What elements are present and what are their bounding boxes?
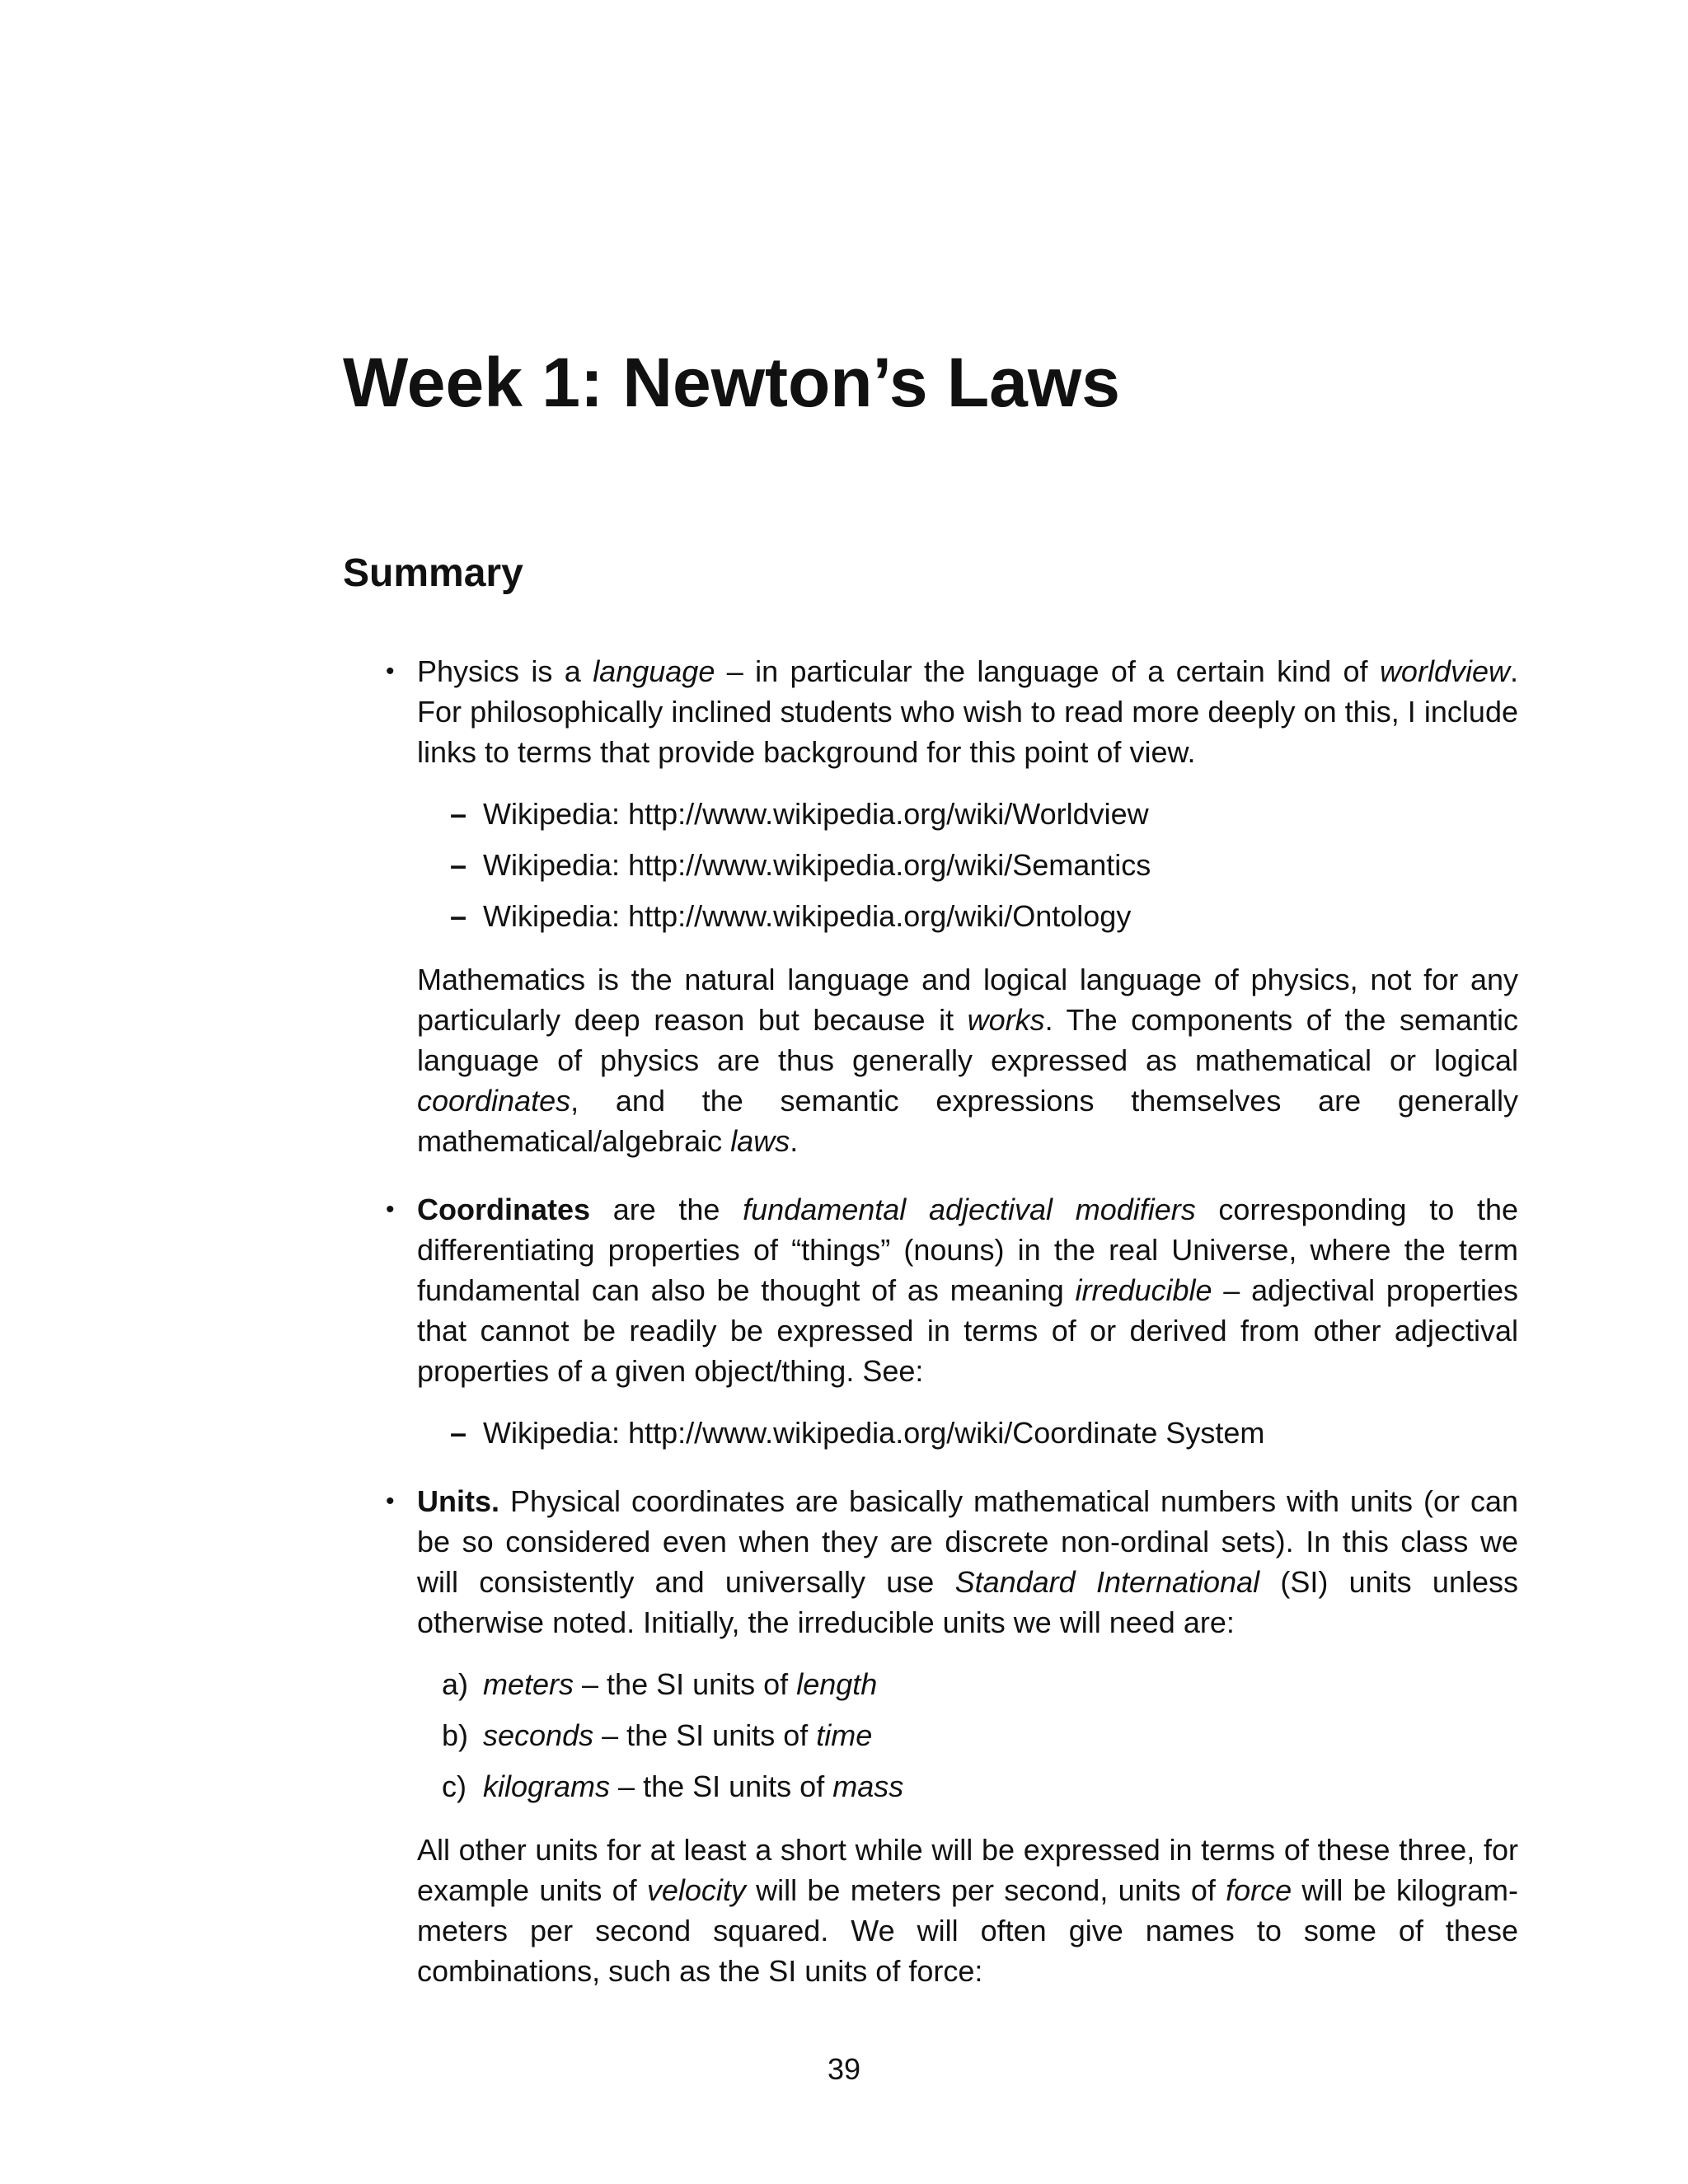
dash-icon: –: [450, 797, 467, 831]
text-run: will be meters per second, units of: [745, 1873, 1226, 1907]
summary-content: [343, 651, 1518, 2019]
link-list: [417, 1413, 1518, 1453]
bullet-physics-language: [343, 651, 1518, 1161]
bullet-paragraph: [417, 651, 1518, 772]
emphasis-force: force: [1226, 1873, 1292, 1907]
emphasis-laws: laws: [730, 1124, 790, 1158]
emphasis-irreducible: irreducible: [1075, 1273, 1212, 1307]
dash-icon: –: [450, 848, 467, 882]
emphasis-velocity: velocity: [646, 1873, 746, 1907]
link-item[interactable]: [417, 896, 1518, 936]
text-run: Physics is a: [417, 654, 593, 688]
quantity-name: mass: [832, 1769, 904, 1803]
text-run: .: [790, 1124, 799, 1158]
emphasis-language: language: [593, 654, 715, 688]
text-run: , and the semantic expressions themselves are generally mathematical/algebraic: [417, 1084, 1518, 1158]
text-run: Mathematics is the natural language and logical language of physics, not for any particularly deep reason but because it: [417, 963, 1518, 1037]
link-list: [417, 794, 1518, 936]
text-run: are the: [590, 1193, 743, 1226]
text-run: Physical coordinates are basically mathematical numbers with units (or can be so considered even when they are discrete non-ordinal sets). In this class we will consistently and universally use: [417, 1484, 1518, 1599]
term-coordinates: Coordinates: [417, 1193, 591, 1226]
emphasis-standard-international: Standard International: [954, 1565, 1260, 1599]
enum-label: b): [442, 1718, 469, 1752]
emphasis-worldview: worldview: [1379, 654, 1510, 688]
unit-name: seconds: [483, 1718, 594, 1752]
bullet-icon: •: [386, 1488, 395, 1515]
link-text[interactable]: Wikipedia: http://www.wikipedia.org/wiki/Ontology: [483, 899, 1132, 933]
term-units: Units.: [417, 1484, 500, 1518]
unit-name: meters: [483, 1667, 574, 1701]
emphasis-coordinates: coordinates: [417, 1084, 571, 1118]
text-run: . The components of the semantic language of physics are thus generally expressed as mathematical or logical: [417, 1003, 1518, 1077]
section-title: Summary: [343, 551, 523, 595]
enum-label: a): [442, 1667, 469, 1701]
text-run: All other units for at least a short while will be expressed in terms of these three, for example units of: [417, 1833, 1518, 1907]
link-text[interactable]: Wikipedia: http://www.wikipedia.org/wiki/Semantics: [483, 848, 1151, 882]
link-text[interactable]: Wikipedia: http://www.wikipedia.org/wiki/Worldview: [483, 797, 1149, 831]
bullet-paragraph: [417, 1189, 1518, 1391]
text-run: (SI) units unless otherwise noted. Initially, the irreducible units we will need are:: [417, 1565, 1518, 1639]
dash-icon: –: [450, 1416, 467, 1450]
bullet-paragraph: [417, 1481, 1518, 1643]
bullet-units: [343, 1481, 1518, 1991]
text-run: – the SI units of: [574, 1667, 797, 1701]
unit-name: kilograms: [483, 1769, 611, 1803]
unit-item: [417, 1715, 1518, 1755]
bullet-icon: •: [386, 658, 395, 685]
page-number: 39: [827, 2052, 861, 2086]
quantity-name: time: [816, 1718, 873, 1752]
bullet-icon: •: [386, 1196, 395, 1223]
text-run: corresponding to the differentiating properties of “things” (nouns) in the real Universe, where the term fundamental can also be thought of as meaning: [417, 1193, 1518, 1307]
link-item[interactable]: [417, 794, 1518, 834]
bullet-followup-paragraph: [417, 1830, 1518, 1991]
quantity-name: length: [796, 1667, 878, 1701]
link-item[interactable]: [417, 1413, 1518, 1453]
text-run: – the SI units of: [610, 1769, 833, 1803]
text-run: – adjectival properties that cannot be readily be expressed in terms of or derived from other adjectival properties of a given object/thing. See:: [417, 1273, 1518, 1388]
text-run: – the SI units of: [593, 1718, 817, 1752]
unit-item: [417, 1664, 1518, 1704]
emphasis-works: works: [967, 1003, 1045, 1037]
bullet-coordinates: [343, 1189, 1518, 1453]
units-list: [417, 1664, 1518, 1807]
bullet-followup-paragraph: [417, 959, 1518, 1161]
text-run: . For philosophically inclined students who wish to read more deeply on this, I include links to terms that provide background for this point of view.: [417, 654, 1518, 769]
emphasis-fundamental-adjectival-modifiers: fundamental adjectival modifiers: [743, 1193, 1196, 1226]
text-run: – in particular the language of a certain kind of: [715, 654, 1380, 688]
link-item[interactable]: [417, 845, 1518, 885]
chapter-title: Week 1: Newton’s Laws: [343, 344, 1120, 421]
text-run: will be kilogram-meters per second squared. We will often give names to some of these combinations, such as the SI units of force:: [417, 1873, 1518, 1988]
enum-label: c): [442, 1769, 467, 1803]
unit-item: [417, 1766, 1518, 1807]
dash-icon: –: [450, 899, 467, 933]
link-text[interactable]: Wikipedia: http://www.wikipedia.org/wiki/Coordinate System: [483, 1416, 1265, 1450]
